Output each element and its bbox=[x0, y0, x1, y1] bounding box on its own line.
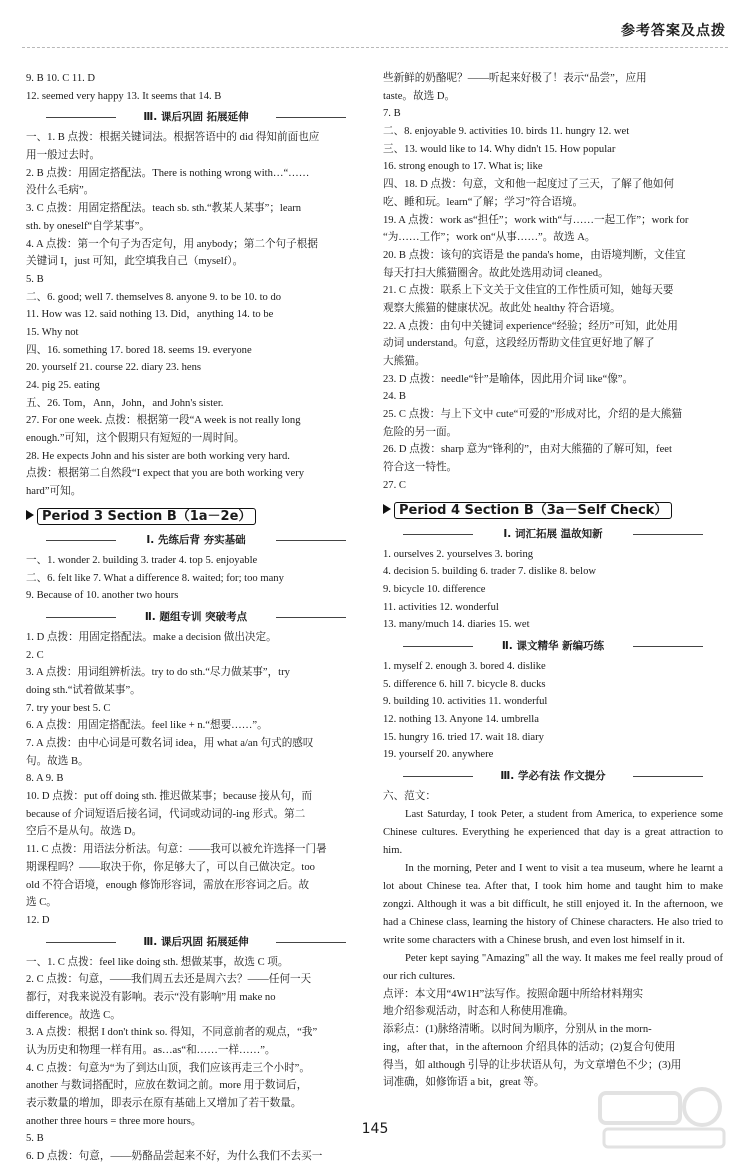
answer-line: 15. hungry 16. tried 17. wait 18. diary bbox=[383, 731, 544, 743]
answer-line: 五、26. Tom，Ann，John，and John's sister. bbox=[26, 397, 224, 409]
answer-line: 11. How was 12. said nothing 13. Did，anything 14. to be bbox=[26, 309, 274, 321]
answer-line: 15. Why not bbox=[26, 326, 79, 338]
answer-line: 表示数量的增加，即表示在原有基础上又增加了若干数量。 bbox=[26, 1098, 302, 1110]
answer-line: old 不符合语境，enough 修饰形容词，需放在形容词之后。故 bbox=[26, 879, 310, 891]
answer-line: 6. D 点拨：句意，——奶酪品尝起来不好，为什么我们不去买一 bbox=[26, 1151, 323, 1163]
answer-line: 19. yourself 20. anywhere bbox=[383, 749, 494, 761]
answer-line: 3. A 点拨：根据 I don't think so. 得知，不同意前者的观点，“我” bbox=[26, 1027, 318, 1039]
answer-line: 没什么毛病”。 bbox=[26, 185, 95, 197]
answer-line: 6. A 点拨：用固定搭配法。feel like + n.“想要……”。 bbox=[26, 720, 268, 732]
answer-line: 12. seemed very happy 13. It seems that 14. B bbox=[26, 90, 222, 102]
answer-line: 3. C 点拨：用固定搭配法。teach sb. sth.“教某人某事”；learn bbox=[26, 203, 302, 215]
answer-line: 12. nothing 13. Anyone 14. umbrella bbox=[383, 714, 539, 725]
answer-line: 23. D 点拨：needle“针”是喻体，因此用介词 like“像”。 bbox=[383, 373, 634, 385]
answer-line: 一、1. C 点拨：feel like doing sth. 想做某事，故选 C 项。 bbox=[26, 956, 289, 968]
answer-line: 关键词 I，just 可知，此空填我自己（myself）。 bbox=[26, 256, 244, 268]
page-number: 145 bbox=[361, 1121, 389, 1137]
section-subheading: Ⅲ. 学必有法 作文提分 bbox=[383, 767, 723, 785]
answer-line: 19. A 点拨：work as“担任”；work with“与……一起工作”；work for bbox=[383, 214, 689, 226]
period-title: Period 3 Section B（1a－2e） bbox=[37, 508, 256, 525]
section-subheading: Ⅱ. 课文精华 新编巧练 bbox=[383, 637, 723, 655]
answer-line: 4. C 点拨：句意为“为了到达山顶，我们应该再走三个小时”。 bbox=[26, 1062, 310, 1074]
answer-line: 3. A 点拨：用词组辨析法。try to do sth.“尽力做某事”，try bbox=[26, 667, 290, 679]
answer-line: 7. A 点拨：由中心词是可数名词 idea，用 what a/an 句式的感叹 bbox=[26, 738, 314, 749]
answer-line: doing sth.“试着做某事”。 bbox=[26, 684, 141, 696]
watermark-logo bbox=[594, 1085, 734, 1151]
answer-line: 7. try your best 5. C bbox=[26, 702, 111, 714]
answer-line: 2. C bbox=[26, 649, 44, 661]
answer-line: 22. A 点拨：由句中关键词 experience“经验；经历”可知，此处用 bbox=[383, 320, 678, 332]
answer-line: 都行，对我来说没有影响。表示“没有影响”用 make no bbox=[26, 991, 276, 1003]
answer-line: 四、18. D 点拨：句意，文和他一起度过了三天，了解了他如何 bbox=[383, 179, 675, 191]
essay-paragraph: Last Saturday, I took Peter, a student from America, to experience some Chinese cultures. Everything he experienced that day is a great attraction to him. bbox=[383, 808, 723, 856]
answer-line: 1. myself 2. enough 3. bored 4. dislike bbox=[383, 660, 546, 672]
answer-line: 13. many/much 14. diaries 15. wet bbox=[383, 619, 530, 631]
period-heading bbox=[26, 506, 366, 528]
answer-line: sth. by oneself“自学某事”。 bbox=[26, 220, 150, 232]
answer-line: 选 C。 bbox=[26, 897, 57, 909]
answer-line: 9. Because of 10. another two hours bbox=[26, 590, 179, 602]
answer-line: 一、1. wonder 2. building 3. trader 4. top 5. enjoyable bbox=[26, 554, 258, 566]
top-divider bbox=[22, 47, 728, 48]
essay-paragraph: In the morning, Peter and I went to visit a tea museum, where he learnt a lot about Chinese tea. After that, I took him home and taught him to make zongzi. Although it was a bit difficult, he still enjoyed it. In the afternoon, we had a Chinese class, learning the history of Chinese characters. He also tried to write some characters with a Chinese brush, and even lost himself in it. bbox=[383, 862, 723, 946]
answer-line: 12. D bbox=[26, 914, 50, 926]
answer-line: ing，after that，in the afternoon 介绍具体的活动；(2)复合句使用 bbox=[383, 1041, 676, 1053]
answer-line: 用一般过去时。 bbox=[26, 150, 101, 162]
answer-line: 11. activities 12. wonderful bbox=[383, 601, 499, 613]
answer-line: 4. A 点拨：第一个句子为否定句，用 anybody；第二个句子根据 bbox=[26, 238, 318, 250]
answer-line: 11. C 点拨：用语法分析法。句意：——我可以被允许选择一门暑 bbox=[26, 844, 327, 856]
answer-line: another three hours = three more hours。 bbox=[26, 1115, 202, 1127]
answer-line: “为……工作”；work on“从事……”。故选 A。 bbox=[383, 232, 596, 244]
answer-line: difference。故选 C。 bbox=[26, 1009, 121, 1021]
answer-line: 20. B 点拨：该句的宾语是 the panda's home，由语境判断，文佳宜 bbox=[383, 249, 686, 261]
answer-line: 24. pig 25. eating bbox=[26, 380, 100, 391]
answer-line: 7. B bbox=[383, 108, 401, 120]
answer-line: 9. building 10. activities 11. wonderful bbox=[383, 696, 548, 708]
answer-line: 二、6. felt like 7. What a difference 8. waited; for; too many bbox=[26, 572, 284, 584]
section-subheading: Ⅲ. 课后巩固 拓展延伸 bbox=[26, 933, 366, 951]
answer-line: another 与数词搭配时，应放在数词之前。more 用于数词后， bbox=[26, 1080, 308, 1092]
answer-line: 10. D 点拨：put off doing sth. 推迟做某事；because 接从句，而 bbox=[26, 791, 313, 803]
section-subheading: Ⅱ. 题组专训 突破考点 bbox=[26, 608, 366, 626]
triangle-bullet-icon bbox=[26, 510, 34, 520]
answer-line: 25. C 点拨：与上下文中 cute“可爱的”形成对比，介绍的是大熊猫 bbox=[383, 409, 682, 421]
answer-line: 危险的另一面。 bbox=[383, 426, 458, 438]
answer-line: 21. C 点拨：联系上下文关于文佳宜的工作性质可知，她每天要 bbox=[383, 285, 674, 297]
answer-line: 2. C 点拨：句意，——我们周五去还是周六去？——任何一天 bbox=[26, 974, 312, 986]
section-subheading: Ⅰ. 词汇拓展 温故知新 bbox=[383, 525, 723, 543]
answer-line: 20. yourself 21. course 22. diary 23. hens bbox=[26, 362, 202, 374]
left-column bbox=[26, 70, 366, 1166]
answer-line: taste。故选 D。 bbox=[383, 90, 456, 102]
answer-line: 得当，如 although 引导的让步状语从句，为文章增色不少；(3)用 bbox=[383, 1059, 682, 1071]
answer-line: 5. B bbox=[26, 273, 44, 285]
answer-line: 27. C bbox=[383, 479, 406, 491]
answer-line: 些新鲜的奶酪呢？——听起来好极了！表示“品尝”，应用 bbox=[383, 73, 647, 84]
answer-line: 句。故选 B。 bbox=[26, 755, 89, 767]
answer-line: 4. decision 5. building 6. trader 7. dislike 8. below bbox=[383, 566, 597, 578]
answer-line: 空后不是从句。故选 D。 bbox=[26, 826, 143, 838]
answer-line: 9. B 10. C 11. D bbox=[26, 73, 96, 84]
answer-line: 26. D 点拨：sharp 意为“锋利的”，由对大熊猫的了解可知，feet bbox=[383, 444, 672, 456]
answer-line: 四、16. something 17. bored 18. seems 19. everyone bbox=[26, 344, 252, 356]
answer-line: 5. difference 6. hill 7. bicycle 8. ducks bbox=[383, 678, 546, 690]
page-header-title: 参考答案及点拨 bbox=[621, 23, 726, 39]
answer-line: 16. strong enough to 17. What is; like bbox=[383, 161, 543, 173]
answer-line: 大熊猫。 bbox=[383, 356, 426, 367]
answer-line: 1. D 点拨：用固定搭配法。make a decision 做出决定。 bbox=[26, 631, 277, 643]
answer-line: 地介绍参观活动，时态和人称使用准确。 bbox=[383, 1006, 574, 1018]
answer-line: 8. A 9. B bbox=[26, 773, 64, 785]
answer-line: 认为历史和物理一样有用。as…as“和……一样……”。 bbox=[26, 1045, 276, 1056]
answer-line: 词准确，如修饰语 a bit，great 等。 bbox=[383, 1077, 545, 1089]
answer-line: 二、8. enjoyable 9. activities 10. birds 11. hungry 12. wet bbox=[383, 126, 630, 138]
period-heading bbox=[383, 500, 723, 522]
answer-line: 一、1. B 点拨：根据关键词法。根据答语中的 did 得知前面也应 bbox=[26, 132, 320, 144]
answer-line: 动词 understand。句意，这段经历帮助文佳宜更好地了解了 bbox=[383, 338, 655, 350]
answer-line: 27. For one week. 点拨：根据第一段“A week is not really long bbox=[26, 415, 301, 427]
answer-line: 吃、睡和玩。learn“了解；学习”符合语境。 bbox=[383, 196, 584, 208]
answer-line: 2. B 点拨：用固定搭配法。There is nothing wrong with…“…… bbox=[26, 167, 310, 179]
answer-line: 5. B bbox=[26, 1133, 44, 1145]
answer-line: enough.”可知，这个假期只有短短的一周时间。 bbox=[26, 433, 245, 445]
answer-line: 9. bicycle 10. difference bbox=[383, 583, 486, 595]
answer-line: 三、13. would like to 14. Why didn't 15. How popular bbox=[383, 143, 616, 155]
section-subheading: Ⅰ. 先练后背 夯实基础 bbox=[26, 531, 366, 549]
answer-line: 1. ourselves 2. yourselves 3. boring bbox=[383, 548, 534, 560]
answer-line: 观察大熊猫的健康状况。故此处 healthy 符合语境。 bbox=[383, 302, 621, 314]
answer-line: 添彩点：(1)脉络清晰。以时间为顺序，分别从 in the morn- bbox=[383, 1024, 652, 1036]
answer-line: 二、6. good; well 7. themselves 8. anyone 9. to be 10. to do bbox=[26, 291, 282, 303]
right-column bbox=[383, 70, 723, 1092]
answer-line: 24. B bbox=[383, 391, 406, 403]
triangle-bullet-icon bbox=[383, 504, 391, 514]
period-title: Period 4 Section B（3a－Self Check） bbox=[394, 502, 672, 519]
section-subheading: Ⅲ. 课后巩固 拓展延伸 bbox=[26, 108, 366, 126]
answer-line: 期课程吗？——取决于你，你足够大了，可以自己做决定。too bbox=[26, 861, 315, 873]
answer-line: hard”可知。 bbox=[26, 486, 82, 498]
answer-line: 点拨：根据第二自然段“I expect that you are both working very bbox=[26, 468, 305, 480]
answer-line: 符合这一特性。 bbox=[383, 462, 458, 474]
answer-line: because of 介词短语后接名词，代词或动词的-ing 形式。第二 bbox=[26, 808, 306, 820]
essay-paragraph: Peter kept saying "Amazing" all the way. It makes me feel really proud of our rich cultures. bbox=[383, 952, 723, 982]
answer-line: 点评：本文用“4W1H”法写作。按照命题中所给材料翔实 bbox=[383, 988, 644, 1000]
answer-line: 28. He expects John and his sister are both working very hard. bbox=[26, 450, 290, 462]
answer-line: 六、范文： bbox=[383, 791, 436, 803]
answer-line: 每天打扫大熊猫圈舍。故此处选用动词 cleaned。 bbox=[383, 267, 609, 279]
